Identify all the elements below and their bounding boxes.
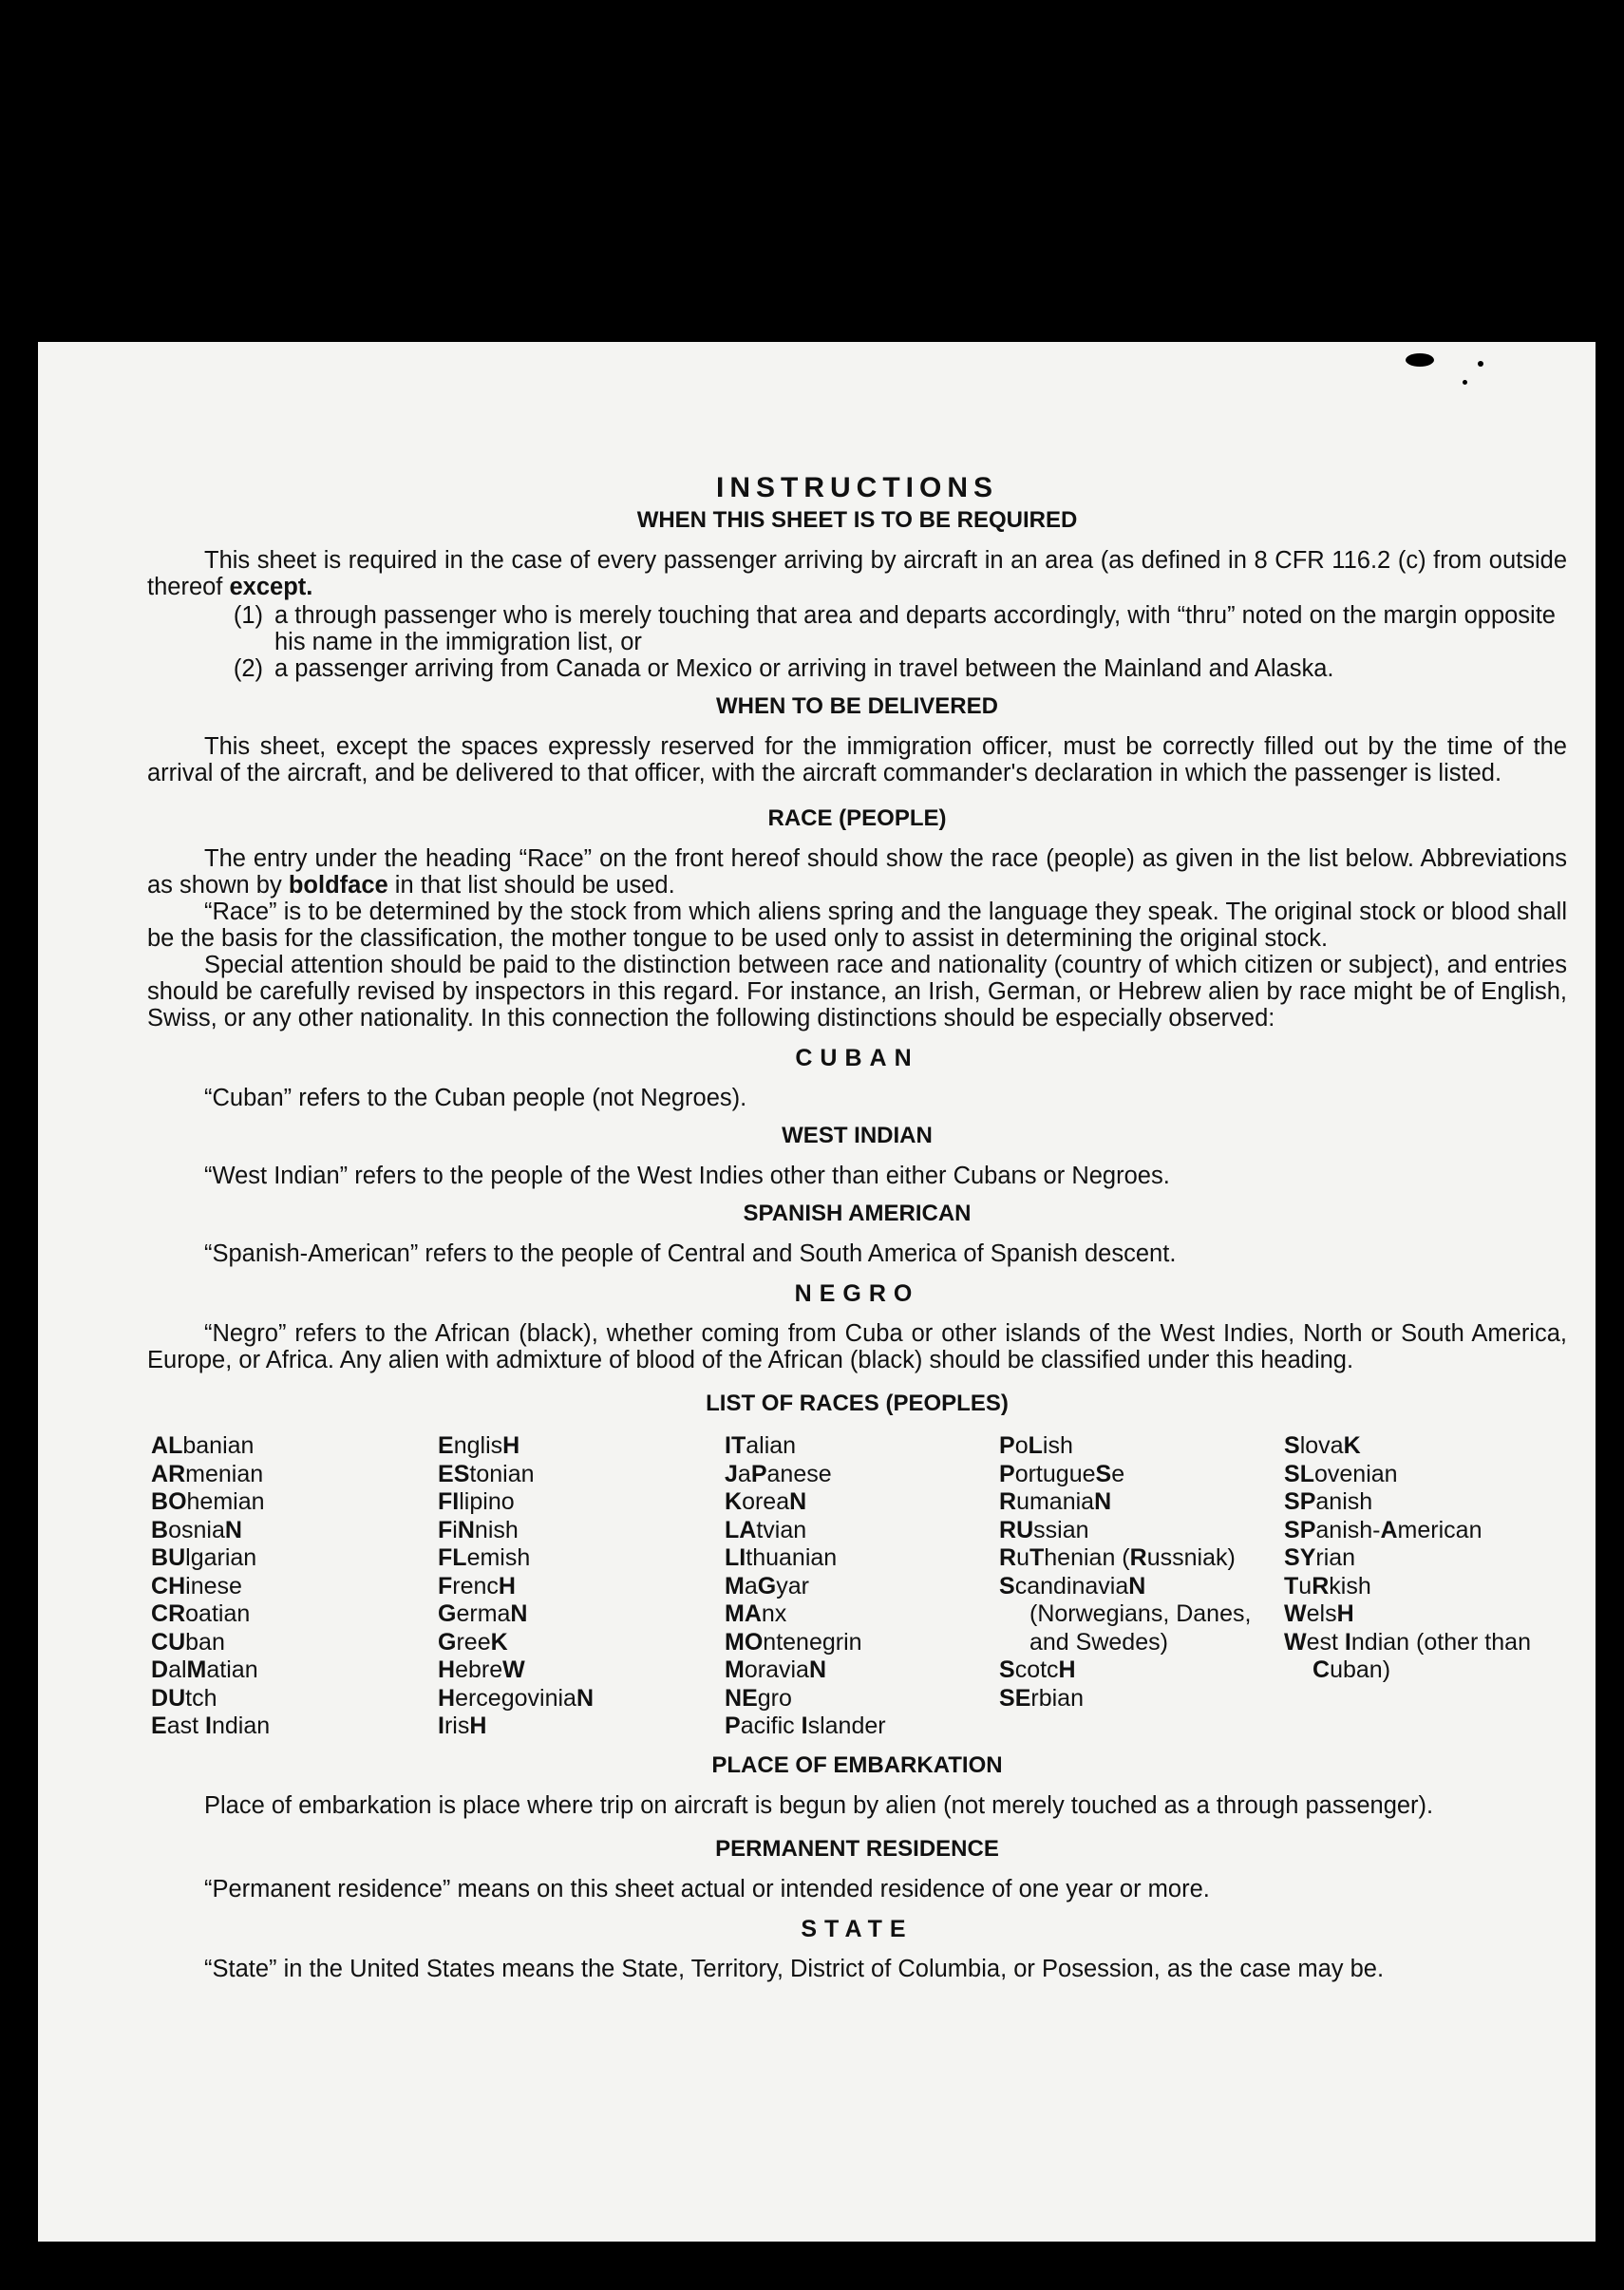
delivered-text: This sheet, except the spaces expressly reserved for the immigration officer, must be correctly filled out by the time of the arrival of the aircraft, and be delivered to that officer, with the aircraft commander's declaration in which the passenger is listed. xyxy=(147,733,1567,786)
race-item: CRoatian xyxy=(151,1600,251,1627)
race-paragraph-2: “Race” is to be determined by the stock from which aliens spring and the language they speak. The original stock or blood shall be the basis for the classification, the mother tongue to be used only to assist in determining the original stock. xyxy=(147,899,1567,952)
race-item: NEgro xyxy=(725,1684,792,1712)
race-item: EStonian xyxy=(438,1460,535,1487)
boldface-word: boldface xyxy=(288,872,388,899)
race-item: East Indian xyxy=(151,1713,271,1739)
races-list xyxy=(151,1432,1567,1741)
race-item: RuThenian (Russniak) xyxy=(999,1544,1236,1571)
race-item: BUlgarian xyxy=(151,1544,257,1571)
race-item: MoraviaN xyxy=(725,1656,826,1683)
races-column xyxy=(999,1432,1284,1741)
embarkation-text: Place of embarkation is place where trip on aircraft is begun by alien (not merely touched as a through passenger). xyxy=(204,1791,1434,1819)
race-item: RUssian xyxy=(999,1516,1089,1543)
race-item: LIthuanian xyxy=(725,1544,838,1571)
race-item: West Indian (other than Cuban) xyxy=(1284,1628,1531,1683)
spanish-american-text: “Spanish-American” refers to the people of Central and South America of Spanish descent. xyxy=(204,1240,1177,1267)
race-item: GermaN xyxy=(438,1600,528,1627)
race-item: JaPanese xyxy=(725,1460,832,1487)
race-item: MAnx xyxy=(725,1600,787,1627)
race-item: MaGyar xyxy=(725,1572,809,1599)
section-title-list-of-races: LIST OF RACES (PEOPLES) xyxy=(706,1391,1009,1416)
races-column xyxy=(438,1432,725,1741)
race-item: FrencH xyxy=(438,1572,516,1599)
race-item: ScandinaviaN xyxy=(999,1572,1146,1599)
race-item: ARmenian xyxy=(151,1460,264,1487)
race-item-note: (Norwegians, Danes, and Swedes) xyxy=(1029,1600,1252,1656)
race-item: ITalian xyxy=(725,1432,797,1459)
except-label: except. xyxy=(229,574,313,600)
cuban-text: “Cuban” refers to the Cuban people (not Negroes). xyxy=(204,1085,747,1111)
ink-blot xyxy=(1406,353,1434,367)
race-item: SErbian xyxy=(999,1684,1084,1712)
race-item: ScotcH xyxy=(999,1656,1076,1683)
section-title-delivered: WHEN TO BE DELIVERED xyxy=(716,693,998,719)
residence-text: “Permanent residence” means on this sheet actual or intended residence of one year or more. xyxy=(204,1875,1210,1902)
race-item: GreeK xyxy=(438,1628,508,1656)
race-item: EnglisH xyxy=(438,1432,520,1459)
race-item: ALbanian xyxy=(151,1432,255,1459)
race-item: HebreW xyxy=(438,1656,525,1683)
required-text: This sheet is required in the case of every passenger arriving by aircraft in an area (as defined in 8 CFR 116.2 (c) from outside thereof except. xyxy=(147,547,1567,600)
section-title-state: STATE xyxy=(801,1915,914,1942)
section-title-spanish-american: SPANISH AMERICAN xyxy=(743,1201,972,1226)
race-item: TuRkish xyxy=(1284,1572,1371,1599)
race-item: PortugueSe xyxy=(999,1460,1125,1487)
race-item: CHinese xyxy=(151,1572,242,1599)
ink-speck xyxy=(1478,361,1483,367)
section-title-cuban: CUBAN xyxy=(795,1045,919,1071)
exception-item xyxy=(147,602,1567,655)
race-item: FIlipino xyxy=(438,1488,515,1515)
race-item: IrisH xyxy=(438,1713,487,1739)
exception-text: a through passenger who is merely touching that area and departs accordingly, with “thru” noted on the margin opposite his name in the immigration list, or xyxy=(274,602,1556,655)
exception-item xyxy=(147,655,1567,682)
race-item: PoLish xyxy=(999,1432,1073,1459)
race-item: SlovaK xyxy=(1284,1432,1361,1459)
race-item: SLovenian xyxy=(1284,1460,1398,1487)
exception-number: (1) xyxy=(233,602,263,629)
ink-speck xyxy=(1463,380,1467,385)
race-item: LAtvian xyxy=(725,1516,807,1543)
races-column xyxy=(725,1432,999,1741)
race-item: HercegoviniaN xyxy=(438,1684,595,1712)
exception-list xyxy=(147,602,1567,682)
race-item: Pacific Islander xyxy=(725,1713,886,1739)
race-item: KoreaN xyxy=(725,1488,807,1515)
race-item: BOhemian xyxy=(151,1488,265,1515)
section-title-negro: NEGRO xyxy=(794,1280,920,1307)
races-column xyxy=(151,1432,438,1741)
state-text: “State” in the United States means the State, Territory, District of Columbia, or Posession, as the case may be. xyxy=(204,1955,1385,1982)
race-item: MOntenegrin xyxy=(725,1628,862,1656)
section-title-race: RACE (PEOPLE) xyxy=(767,805,947,831)
race-item: DUtch xyxy=(151,1684,217,1712)
races-column xyxy=(1284,1432,1569,1741)
race-item: SPanish-American xyxy=(1284,1516,1482,1543)
section-title-required: WHEN THIS SHEET IS TO BE REQUIRED xyxy=(636,507,1078,533)
page-title: INSTRUCTIONS xyxy=(716,472,998,503)
race-item: BosniaN xyxy=(151,1516,242,1543)
instructions-body xyxy=(147,472,1567,1982)
race-item: CUban xyxy=(151,1628,225,1656)
race-item: WelsH xyxy=(1284,1600,1354,1627)
exception-text: a passenger arriving from Canada or Mexico or arriving in travel between the Mainland and Alaska. xyxy=(274,655,1334,682)
document-page xyxy=(38,342,1596,2242)
race-item: DalMatian xyxy=(151,1656,258,1683)
race-item: SYrian xyxy=(1284,1544,1356,1571)
race-paragraph-3: Special attention should be paid to the distinction between race and nationality (country of which citizen or subject), and entries should be carefully revised by inspectors in this regard. For instance, an Irish, German, or Hebrew alien by race might be of English, Swiss, or any other nationality. In this connection the following distinctions should be especially observed: xyxy=(147,952,1567,1031)
negro-text: “Negro” refers to the African (black), whether coming from Cuba or other islands of the West Indies, North or South America, Europe, or Africa. Any alien with admixture of blood of the African (black) should be classified under this heading. xyxy=(147,1320,1567,1373)
race-item: FiNnish xyxy=(438,1516,519,1543)
race-item: SPanish xyxy=(1284,1488,1373,1515)
race-paragraph-1: The entry under the heading “Race” on the front hereof should show the race (people) as given in the list below. Abbreviations as shown by boldface in that list should be used. xyxy=(147,845,1567,899)
section-title-embarkation: PLACE OF EMBARKATION xyxy=(711,1751,1003,1778)
section-title-residence: PERMANENT RESIDENCE xyxy=(715,1835,999,1862)
section-title-west-indian: WEST INDIAN xyxy=(782,1123,933,1148)
race-item: RumaniaN xyxy=(999,1488,1112,1515)
race-item: FLemish xyxy=(438,1544,531,1571)
exception-number: (2) xyxy=(233,655,263,682)
west-indian-text: “West Indian” refers to the people of the West Indies other than either Cubans or Negroes. xyxy=(204,1163,1170,1189)
